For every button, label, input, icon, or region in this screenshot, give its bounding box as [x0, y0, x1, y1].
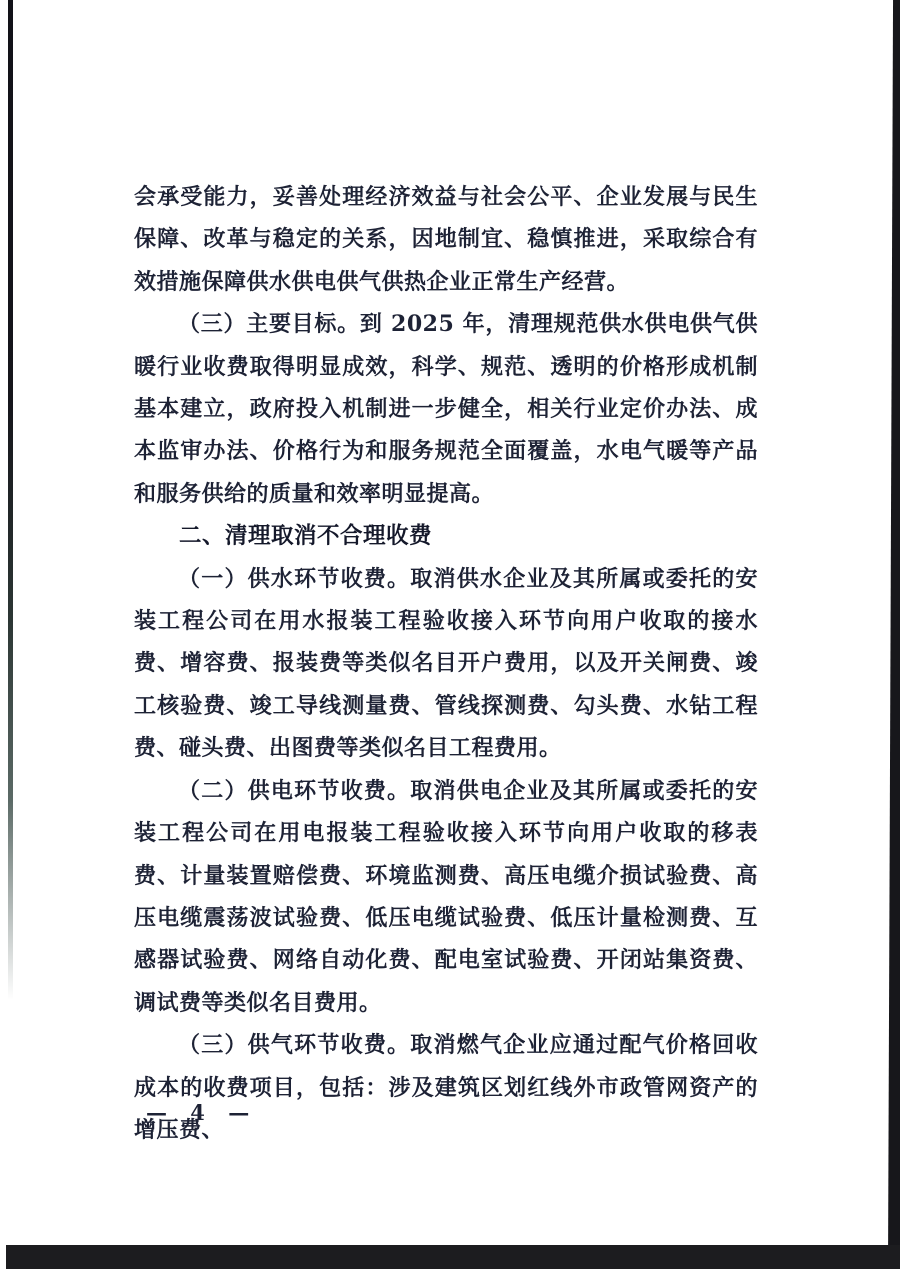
paragraph-main-goals: （三）主要目标。到 2025 年，清理规范供水供电供气供暖行业收费取得明显成效，科学、规范、透明的价格形成机制基本建立，政府投入机制进一步健全，相关行业定价办法、成本监审办法、价格行为和服务规范全面覆盖，水电气暖等产品和服务供给的质量和效率明显提高。 [134, 311, 758, 507]
section-heading: 二、清理取消不合理收费 [179, 523, 433, 550]
page-number: — 4 — [146, 1100, 253, 1125]
paragraph-electricity-fees: （二）供电环节收费。取消供电企业及其所属或委托的安装工程公司在用电报装工程验收接入环节向用户收取的移表费、计量装置赔偿费、环境监测费、高压电缆介损试验费、高压电缆震荡波试验费、低压电缆试验费、低压计量检测费、互感器试验费、网络自动化费、配电室试验费、开闭站集资费、调试费等类似名目费用。 [134, 777, 758, 1016]
paragraph-continuation: 会承受能力，妥善处理经济效益与社会公平、企业发展与民生保障、改革与稳定的关系，因地制宜、稳慎推进，采取综合有效措施保障供水供电供气供热企业正常生产经营。 [134, 184, 758, 295]
paragraph-gas-fees: （三）供气环节收费。取消燃气企业应通过配气价格回收成本的收费项目，包括：涉及建筑区划红线外市政管网资产的增压费、 [134, 1032, 758, 1143]
scan-artifact-left-edge [8, 0, 13, 1000]
scan-artifact-right-edge [888, 0, 900, 1269]
document-body [134, 176, 758, 1151]
paragraph-water-fees: （一）供水环节收费。取消供水企业及其所属或委托的安装工程公司在用水报装工程验收接入环节向用户收取的接水费、增容费、报装费等类似名目开户费用，以及开关闸费、竣工核验费、竣工导线测量费、管线探测费、勾头费、水钻工程费、碰头费、出图费等类似名目工程费用。 [134, 565, 758, 762]
scan-artifact-bottom-band [6, 1245, 900, 1269]
